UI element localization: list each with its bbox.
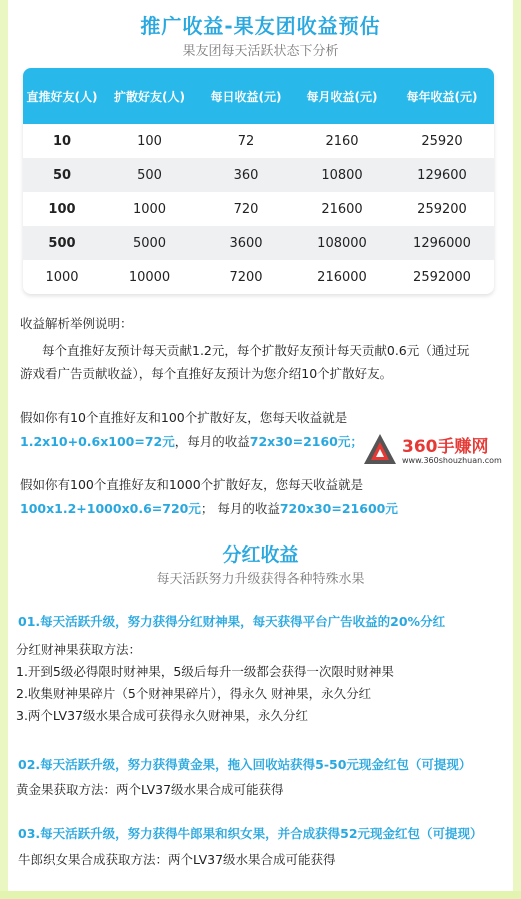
example-2-calc bbox=[20, 499, 398, 517]
watermark bbox=[362, 432, 512, 468]
explanation-heading: 收益解析举例说明： bbox=[20, 316, 133, 331]
table-cell: 1000 bbox=[45, 269, 79, 285]
table-cell: 21600 bbox=[321, 201, 363, 217]
watermark-logo-icon bbox=[362, 432, 398, 466]
dividend-item-1-step: 1.开到5级必得限时财神果，5级后每升一级都会获得一次限时财神果 bbox=[16, 664, 394, 679]
table-row bbox=[23, 192, 494, 226]
table-cell: 3600 bbox=[229, 235, 263, 251]
table-cell: 216000 bbox=[317, 269, 367, 285]
table-cell: 108000 bbox=[317, 235, 367, 251]
page-subtitle: 果友团每天活跃状态下分析 bbox=[182, 44, 339, 59]
example-2-text: 假如你有100个直推好友和1000个扩散好友，您每天收益就是 bbox=[20, 477, 364, 492]
example-1-month: 72x30=2160元； bbox=[249, 434, 363, 449]
table-cell: 1000 bbox=[132, 201, 167, 217]
table-cell: 72 bbox=[237, 133, 255, 149]
example-1-mid: ，每月的收益 bbox=[174, 434, 250, 449]
table-cell: 10 bbox=[52, 133, 72, 149]
explanation-line-2: 游戏看广告贡献收益），每个直推好友预计为您介绍10个扩散好友。 bbox=[20, 366, 393, 381]
dividend-item-1-step: 3.两个LV37级水果合成可获得永久财神果，永久分红 bbox=[16, 708, 308, 723]
example-1-text: 假如你有10个直推好友和100个扩散好友，您每天收益就是 bbox=[20, 410, 348, 425]
header-yearly-earnings: 每年收益(元) bbox=[406, 89, 478, 104]
dividend-item-1-title: 01.每天活跃升级，努力获得分红财神果，每天获得平台广告收益的20%分红 bbox=[18, 614, 446, 629]
table-cell: 500 bbox=[137, 167, 162, 183]
bottom-bar bbox=[0, 891, 521, 899]
watermark-url: www.360shouzhuan.com bbox=[402, 456, 502, 465]
dividend-item-3-title: 03.每天活跃升级，努力获得牛郎果和织女果，并合成获得52元现金红包（可提现） bbox=[18, 826, 483, 841]
table-cell: 10000 bbox=[128, 269, 171, 285]
dividend-subtitle: 每天活跃努力升级获得各种特殊水果 bbox=[156, 572, 365, 587]
table-cell: 129600 bbox=[417, 167, 467, 183]
dividend-item-2-title: 02.每天活跃升级，努力获得黄金果，拖入回收站获得5-50元现金红包（可提现） bbox=[18, 757, 472, 772]
table-cell: 2160 bbox=[325, 133, 359, 149]
table-cell: 500 bbox=[48, 235, 76, 251]
example-1-formula: 1.2x10+0.6x100=72元 bbox=[20, 434, 175, 449]
table-cell: 259200 bbox=[417, 201, 467, 217]
table-cell: 1296000 bbox=[413, 235, 471, 251]
header-monthly-earnings: 每月收益(元) bbox=[306, 89, 378, 104]
table-cell: 5000 bbox=[132, 235, 167, 251]
table-cell: 25920 bbox=[421, 133, 463, 149]
header-direct-friends: 直推好友(人) bbox=[26, 89, 98, 104]
table-row bbox=[23, 158, 494, 192]
earnings-table bbox=[23, 68, 494, 294]
dividend-item-1-step: 2.收集财神果碎片（5个财神果碎片），得永久 财神果，永久分红 bbox=[16, 686, 372, 701]
table-cell: 720 bbox=[233, 201, 259, 217]
table-cell: 100 bbox=[137, 133, 162, 149]
example-2-mid: ； 每月的收益 bbox=[200, 501, 280, 516]
table-cell: 10800 bbox=[321, 167, 363, 183]
table-cell: 7200 bbox=[229, 269, 263, 285]
table-row bbox=[23, 260, 494, 294]
header-spread-friends: 扩散好友(人) bbox=[114, 89, 185, 104]
table-cell: 360 bbox=[233, 167, 259, 183]
explanation-line-1: 每个直推好友预计每天贡献1.2元，每个扩散好友预计每天贡献0.6元（通过玩 bbox=[42, 343, 470, 358]
dividend-item-3-method: 牛郎织女果合成获取方法：两个LV37级水果合成可能获得 bbox=[18, 852, 336, 867]
dividend-item-1-method: 分红财神果获取方法： bbox=[16, 642, 142, 657]
table-row bbox=[23, 226, 494, 260]
watermark-name: 360手赚网 bbox=[402, 437, 489, 457]
example-2-month: 720x30=21600元 bbox=[279, 501, 398, 516]
table-row bbox=[23, 124, 494, 158]
table-header-row bbox=[23, 68, 494, 124]
table-cell: 2592000 bbox=[413, 269, 471, 285]
table-cell: 50 bbox=[52, 167, 72, 183]
header-daily-earnings: 每日收益(元) bbox=[210, 89, 282, 104]
dividend-title: 分红收益 bbox=[222, 544, 299, 566]
example-2-formula: 100x1.2+1000x0.6=720元 bbox=[20, 501, 201, 516]
table-cell: 100 bbox=[48, 201, 76, 217]
page-title: 推广收益-果友团收益预估 bbox=[140, 14, 381, 38]
dividend-item-2-method: 黄金果获取方法：两个LV37级水果合成可能获得 bbox=[16, 782, 284, 797]
example-1-calc bbox=[20, 432, 363, 450]
